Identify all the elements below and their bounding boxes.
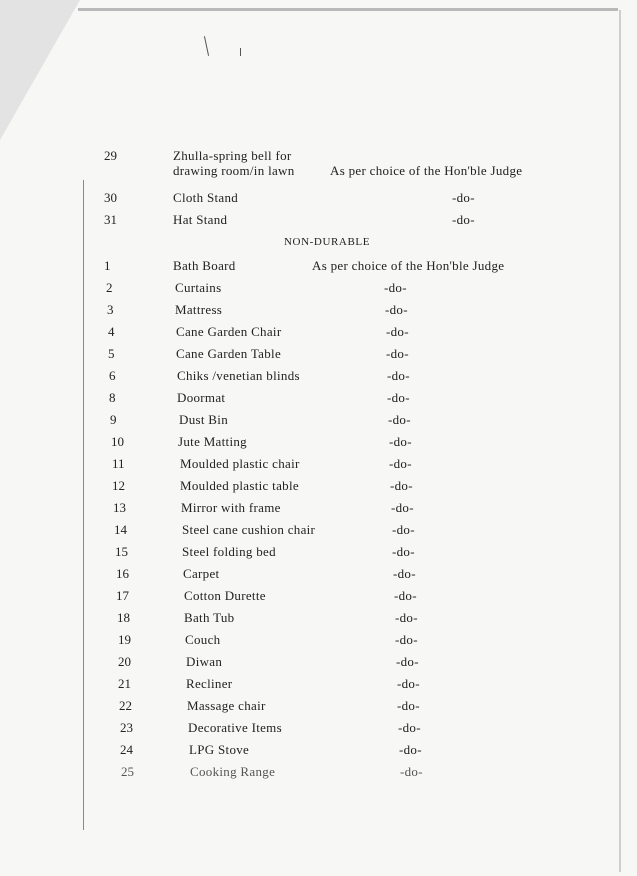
item-name: Cane Garden Table: [176, 346, 282, 361]
item-number: 17: [116, 588, 129, 603]
item-remark: As per choice of the Hon'ble Judge: [312, 258, 505, 273]
folded-corner: [0, 0, 80, 140]
item-name: Steel cane cushion chair: [182, 522, 316, 537]
item-name: Massage chair: [187, 698, 266, 713]
item-number: 16: [116, 566, 129, 581]
item-remark: -do-: [390, 478, 413, 493]
item-remark: -do-: [452, 212, 475, 227]
item-remark: -do-: [399, 742, 422, 757]
item-name: Mattress: [175, 302, 223, 317]
item-remark: -do-: [387, 390, 410, 405]
item-remark: -do-: [396, 654, 419, 669]
item-number: 15: [115, 544, 128, 559]
item-name: Mirror with frame: [181, 500, 281, 515]
item-remark: -do-: [387, 368, 410, 383]
item-name: Recliner: [186, 676, 233, 691]
item-name: Chiks /venetian blinds: [177, 368, 300, 383]
item-remark: As per choice of the Hon'ble Judge: [330, 163, 523, 178]
left-margin-line: [83, 180, 84, 830]
item-name: Cloth Stand: [173, 190, 239, 205]
item-number: 1: [104, 258, 111, 273]
item-number: 9: [110, 412, 117, 427]
item-name: Moulded plastic table: [180, 478, 299, 493]
item-remark: -do-: [385, 302, 408, 317]
item-name: Couch: [185, 632, 221, 647]
item-name: Moulded plastic chair: [180, 456, 300, 471]
item-name: Curtains: [175, 280, 222, 295]
item-number: 31: [104, 212, 117, 227]
item-remark: -do-: [397, 698, 420, 713]
item-number: 11: [112, 456, 125, 471]
item-remark: -do-: [392, 544, 415, 559]
item-number: 14: [114, 522, 127, 537]
item-remark: -do-: [400, 764, 423, 779]
item-remark: -do-: [398, 720, 421, 735]
item-name: Doormat: [177, 390, 226, 405]
pen-mark: [204, 36, 209, 56]
item-number: 2: [106, 280, 113, 295]
item-number: 24: [120, 742, 133, 757]
item-number: 6: [109, 368, 116, 383]
item-number: 13: [113, 500, 126, 515]
item-number: 8: [109, 390, 116, 405]
item-remark: -do-: [389, 456, 412, 471]
item-number: 25: [121, 764, 134, 779]
item-number: 29: [104, 148, 117, 163]
item-name: Cane Garden Chair: [176, 324, 282, 339]
item-remark: -do-: [395, 610, 418, 625]
item-name: Cotton Durette: [184, 588, 266, 603]
item-remark: -do-: [395, 632, 418, 647]
item-number: 3: [107, 302, 114, 317]
item-number: 30: [104, 190, 117, 205]
item-number: 22: [119, 698, 132, 713]
item-remark: -do-: [389, 434, 412, 449]
item-remark: -do-: [384, 280, 407, 295]
item-number: 4: [108, 324, 115, 339]
top-edge-shadow: [78, 8, 618, 11]
pen-mark: [240, 48, 241, 56]
item-name: Hat Stand: [173, 212, 228, 227]
item-name: Steel folding bed: [182, 544, 276, 559]
item-remark: -do-: [452, 190, 475, 205]
right-edge-shadow: [619, 10, 621, 872]
item-remark: -do-: [392, 522, 415, 537]
item-name: Zhulla-spring bell for: [173, 148, 292, 163]
item-number: 10: [111, 434, 124, 449]
item-remark: -do-: [386, 324, 409, 339]
item-name: Diwan: [186, 654, 223, 669]
item-name: Dust Bin: [179, 412, 228, 427]
item-name: LPG Stove: [189, 742, 250, 757]
item-remark: -do-: [391, 500, 414, 515]
item-number: 18: [117, 610, 130, 625]
item-number: 21: [118, 676, 131, 691]
item-name-continued: drawing room/in lawn: [173, 163, 295, 178]
item-number: 23: [120, 720, 133, 735]
item-name: Jute Matting: [178, 434, 247, 449]
item-number: 19: [118, 632, 131, 647]
item-number: 20: [118, 654, 131, 669]
item-name: Carpet: [183, 566, 220, 581]
item-name: Decorative Items: [188, 720, 282, 735]
item-remark: -do-: [393, 566, 416, 581]
item-name: Cooking Range: [190, 764, 276, 779]
item-remark: -do-: [386, 346, 409, 361]
section-heading: NON-DURABLE: [284, 236, 371, 248]
item-name: Bath Board: [173, 258, 236, 273]
item-remark: -do-: [394, 588, 417, 603]
item-number: 5: [108, 346, 115, 361]
item-remark: -do-: [397, 676, 420, 691]
item-name: Bath Tub: [184, 610, 235, 625]
item-number: 12: [112, 478, 125, 493]
item-remark: -do-: [388, 412, 411, 427]
